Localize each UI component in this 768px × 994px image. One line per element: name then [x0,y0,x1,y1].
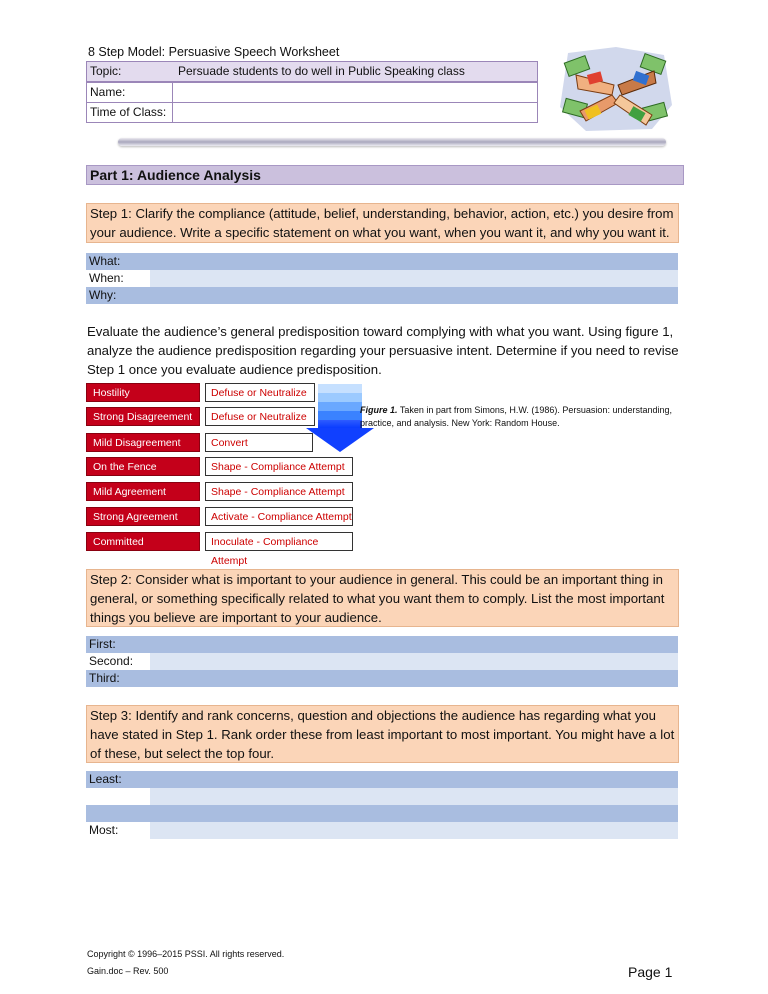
step1-table [86,253,678,304]
figure-caption-text: Taken in part from Simons, H.W. (1986). Persuasion: understanding, practice, and analysis. New York: Random House. [360,405,672,428]
disposition-box: On the Fence [86,457,200,476]
why-row[interactable] [86,287,678,304]
time-label: Time of Class: [90,105,167,119]
when-label: When: [86,270,150,287]
why-label: Why: [89,288,117,302]
disposition-box: Committed [86,532,200,551]
strategy-box: Defuse or Neutralize [205,407,315,426]
rank-row-2[interactable] [86,788,678,805]
evaluate-text: Evaluate the audience’s general predisposition toward complying with what you want. Using figure 1, analyze the audience predisposition regarding your persuasive intent. Determine if you need to revise Step 1 once you evaluate audience predisposition. [87,324,679,377]
what-label: What: [89,254,121,268]
footer-copyright: Copyright © 1996–2015 PSSI. All rights reserved. [87,949,285,959]
third-label: Third: [89,671,120,685]
name-field[interactable] [172,83,537,102]
what-row[interactable] [86,253,678,270]
topic-value[interactable]: Persuade students to do well in Public Speaking class [178,64,465,78]
step2-text: Step 2: Consider what is important to your audience in general. This could be an important thing in general, or something specifically related to what you want them to comply. List the most important things you believe are important to your audience. [86,569,679,627]
rank-row-3[interactable] [86,805,678,822]
worksheet-title: 8 Step Model: Persuasive Speech Worksheet [88,45,340,59]
disposition-box: Strong Agreement [86,507,200,526]
time-row [86,103,538,123]
topic-label: Topic: [90,64,122,78]
rank-label-2 [86,788,150,805]
least-row[interactable] [86,771,678,788]
strategy-box: Activate - Compliance Attempt [205,507,353,526]
first-label: First: [89,637,116,651]
third-row[interactable] [86,670,678,687]
disposition-box: Strong Disagreement [86,407,200,426]
strategy-box: Shape - Compliance Attempt [205,457,353,476]
disposition-box: Hostility [86,383,200,402]
header-table [86,61,538,123]
second-row[interactable] [86,653,678,670]
disposition-box: Mild Disagreement [86,433,200,452]
strategy-box: Inoculate - Compliance Attempt [205,532,353,551]
name-row [86,82,538,103]
part1-heading: Part 1: Audience Analysis [86,165,684,185]
name-label: Name: [90,85,126,99]
step2-table [86,636,678,687]
footer-doc: Gain.doc – Rev. 500 [87,966,169,976]
when-row[interactable] [86,270,678,287]
strategy-box: Convert [205,433,313,452]
second-label: Second: [86,653,150,670]
step1-text: Step 1: Clarify the compliance (attitude, belief, understanding, behavior, action, etc.) you desire from your audience. Write a specific statement on what you want, when you want it, and why you want it. [86,203,679,243]
figure-caption [360,404,680,430]
disposition-box: Mild Agreement [86,482,200,501]
topic-row [86,61,538,82]
time-field[interactable] [172,103,537,122]
most-label: Most: [86,822,150,839]
section-divider [118,138,666,146]
strategy-box: Defuse or Neutralize [205,383,315,402]
first-row[interactable] [86,636,678,653]
rank-label-3 [86,805,150,822]
least-label: Least: [89,772,122,786]
step3-table [86,771,678,839]
strategy-box: Shape - Compliance Attempt [205,482,353,501]
step3-text: Step 3: Identify and rank concerns, question and objections the audience has regarding what you have stated in Step 1. Rank order these from least important to most important. You might have a lot of these, but select the top four. [86,705,679,763]
most-row[interactable] [86,822,678,839]
page-number: Page 1 [628,964,673,980]
hands-clipart-icon [556,45,676,133]
figure-caption-label: Figure 1. [360,405,398,415]
